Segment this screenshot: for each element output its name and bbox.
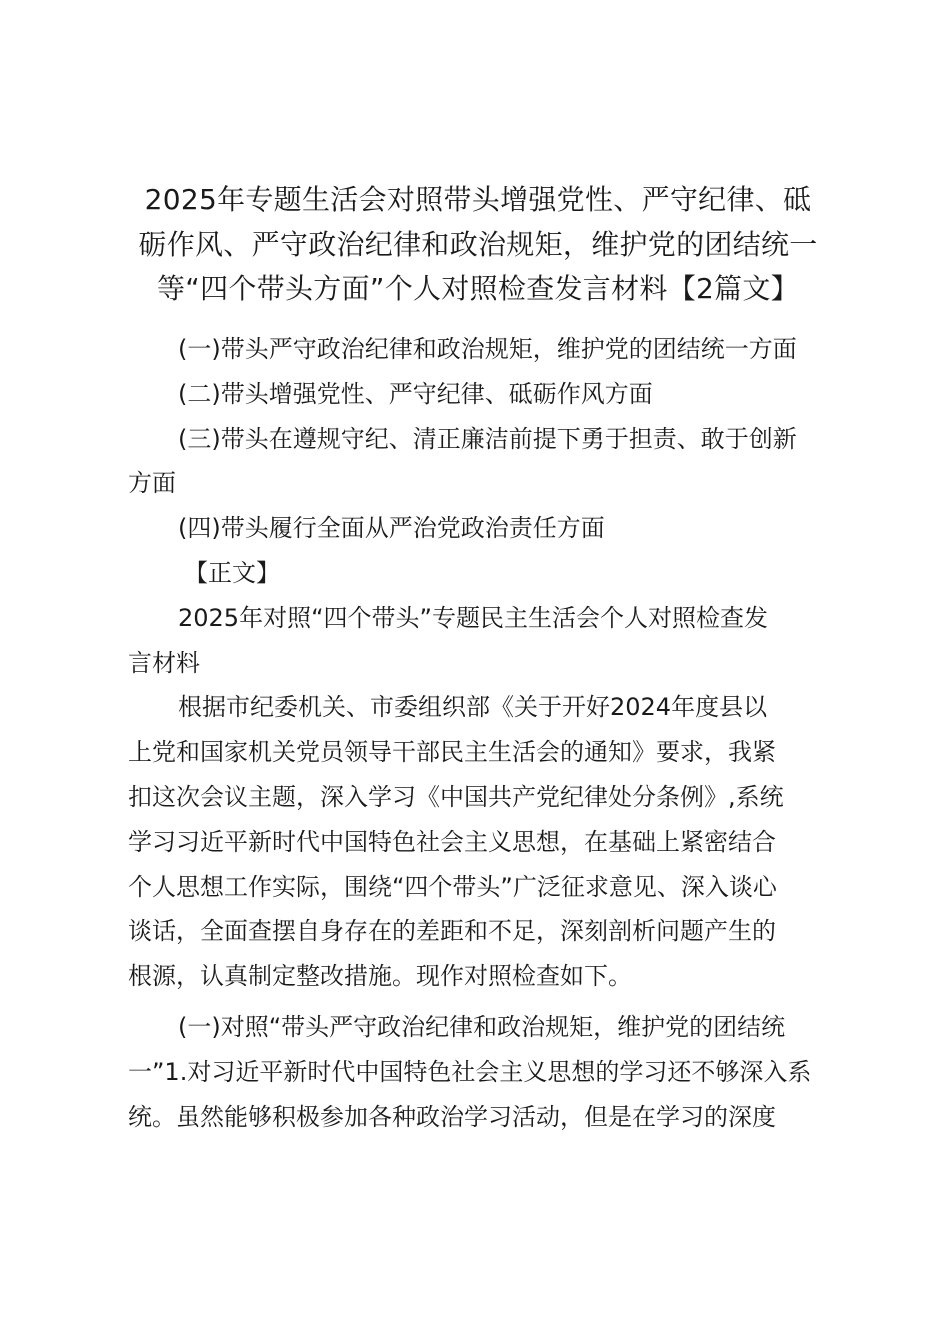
outline-item-2: (二)带头增强党性、严守纪律、砥砺作风方面 [178,379,653,408]
intro-paragraph-line: 上党和国家机关党员领导干部民主生活会的通知》要求，我紧 [128,738,776,767]
intro-paragraph-line: 扣这次会议主题，深入学习《中国共产党纪律处分条例》,系统 [128,782,784,811]
document-title [128,178,828,312]
intro-paragraph-line: 个人思想工作实际，围绕“四个带头”广泛征求意见、深入谈心 [128,872,777,901]
subtitle-line: 2025年对照“四个带头”专题民主生活会个人对照检查发 [178,603,768,632]
intro-paragraph-line: 根源，认真制定整改措施。现作对照检查如下。 [128,962,632,991]
outline-item-4: (四)带头履行全面从严治党政治责任方面 [178,514,605,543]
section-one-line: 统。虽然能够积极参加各种政治学习活动，但是在学习的深度 [128,1102,776,1131]
title-line: 砺作风、严守政治纪律和政治规矩，维护党的团结统一 [138,227,818,261]
section-one-line: (一)对照“带头严守政治纪律和政治规矩，维护党的团结统 [178,1012,786,1041]
outline-item-3: (三)带头在遵规守纪、清正廉洁前提下勇于担责、敢于创新 [178,424,797,453]
section-one-line: 一”1.对习近平新时代中国特色社会主义思想的学习还不够深入系 [128,1057,812,1086]
subtitle-line: 言材料 [128,648,200,677]
outline-item-3-continued: 方面 [128,469,176,498]
section-label: 【正文】 [184,558,280,587]
document-body [128,327,832,1139]
intro-paragraph-line: 学习习近平新时代中国特色社会主义思想，在基础上紧密结合 [128,827,776,856]
title-line: 2025年专题生活会对照带头增强党性、严守纪律、砥 [144,183,812,216]
outline-item-1: (一)带头严守政治纪律和政治规矩，维护党的团结统一方面 [178,335,797,363]
title-line: 等“四个带头方面”个人对照检查发言材料【2篇文】 [156,272,800,305]
intro-paragraph-line: 谈话，全面查摆自身存在的差距和不足，深刻剖析问题产生的 [128,917,776,946]
intro-paragraph-line: 根据市纪委机关、市委组织部《关于开好2024年度县以 [178,693,768,722]
